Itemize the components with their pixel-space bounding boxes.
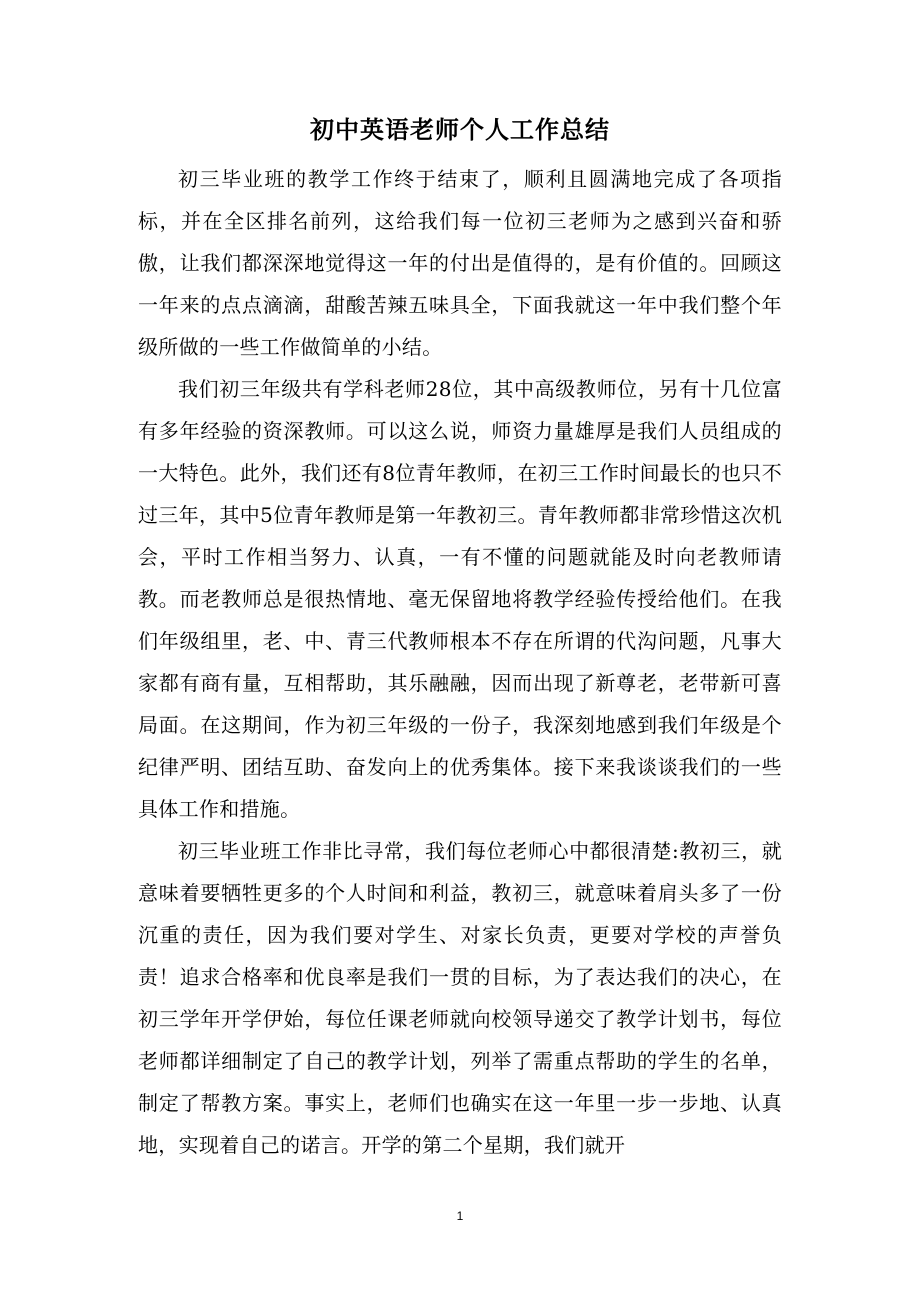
document-title: 初中英语老师个人工作总结 (310, 115, 610, 144)
page-number: 1 (456, 1209, 464, 1223)
paragraph-1: 初三毕业班的教学工作终于结束了，顺利且圆满地完成了各项指标，并在全区排名前列，这给我们每一位初三老师为之感到兴奋和骄傲，让我们都深深地觉得这一年的付出是值得的，是有价值的。回顾这一年来的点点滴滴，甜酸苦辣五味具全，下面我就这一年中我们整个年级所做的一些工作做简单的小结。 (138, 167, 782, 359)
document-body (138, 158, 782, 1166)
paragraph-3: 初三毕业班工作非比寻常，我们每位老师心中都很清楚:教初三，就意味着要牺牲更多的个人时间和利益，教初三，就意味着肩头多了一份沉重的责任，因为我们要对学生、对家长负责，更要对学校的声誉负责！追求合格率和优良率是我们一贯的目标，为了表达我们的决心，在初三学年开学伊始，每位任课老师就向校领导递交了教学计划书，每位老师都详细制定了自己的教学计划，列举了需重点帮助的学生的名单，制定了帮教方案。事实上，老师们也确实在这一年里一步一步地、认真地，实现着自己的诺言。开学的第二个星期，我们就开 (138, 839, 782, 1157)
paragraph-2: 我们初三年级共有学科老师28位，其中高级教师位，另有十几位富有多年经验的资深教师。可以这么说，师资力量雄厚是我们人员组成的一大特色。此外，我们还有8位青年教师，在初三工作时间最长的也只不过三年，其中5位青年教师是第一年教初三。青年教师都非常珍惜这次机会，平时工作相当努力、认真，一有不懂的问题就能及时向老教师请教。而老教师总是很热情地、毫无保留地将教学经验传授给他们。在我们年级组里，老、中、青三代教师根本不存在所谓的代沟问题，凡事大家都有商有量，互相帮助，其乐融融，因而出现了新尊老，老带新可喜局面。在这期间，作为初三年级的一份子，我深刻地感到我们年级是个纪律严明、团结互助、奋发向上的优秀集体。接下来我谈谈我们的一些具体工作和措施。 (138, 377, 782, 821)
